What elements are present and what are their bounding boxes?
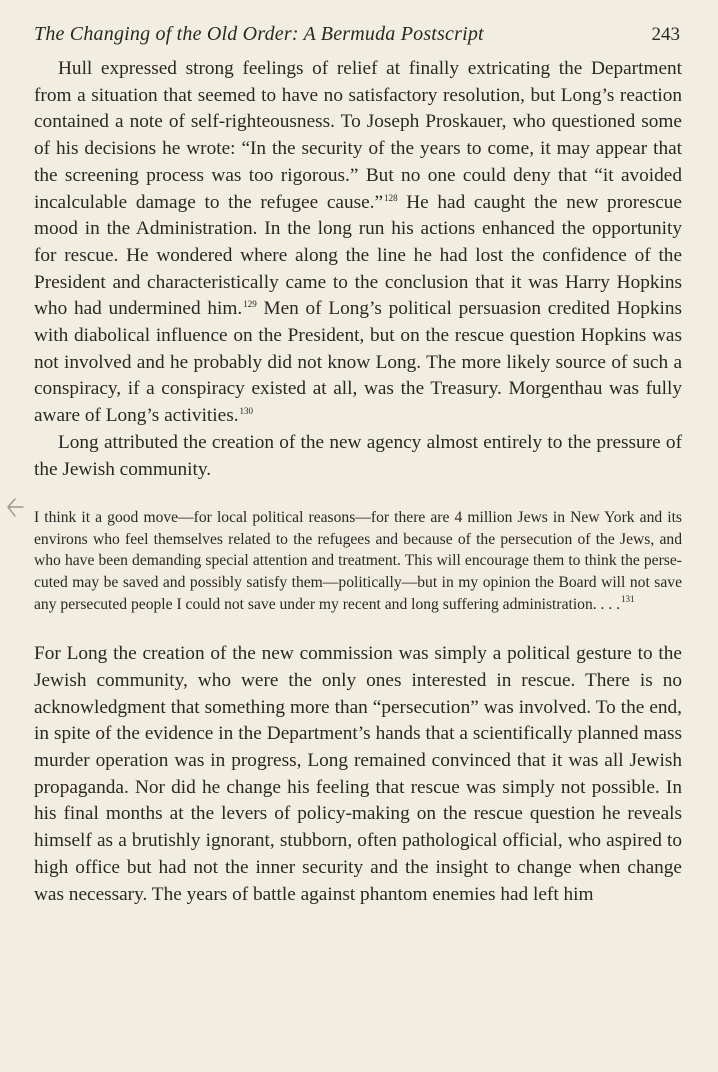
running-head-title: The Changing of the Old Order: A Bermuda Postscript <box>34 23 484 45</box>
footnote-ref-128: 128 <box>384 192 398 203</box>
paragraph-closing <box>34 641 682 908</box>
paragraph-text: For Long the creation of the new commission was simply a political gesture to the Jewish community, who were the only ones interested in rescue. There is no acknowledgment that something more than “persecution” was involved. To the end, in spite of the evidence in the Department’s hands that a scientifically planned mass murder operation was in progress, Long remained convinced that it was all Jewish propaganda. Nor did he change his feeling that rescue was simply not possible. In his final months at the levers of policy-making on the rescue question he reveals himself as a brutishly ignorant, stubborn, often pathological official, who aspired to high office but had not the inner security and the insight to change when change was necessary. The years of battle against phantom enemies had left him <box>34 643 682 905</box>
paragraph-hull-long <box>34 56 682 430</box>
page-number: 243 <box>651 24 680 45</box>
block-quotation <box>34 507 682 615</box>
footnote-ref-130: 130 <box>239 406 254 417</box>
pencil-arrow-mark <box>4 494 26 520</box>
paragraph-text: Hull expressed strong feelings of relief at finally extricating the Department from a situation that seemed to have no satisfactory resolution, but Long’s reaction contained a note of self-righteousness. To Joseph Proskauer, who questioned some of his decisions he wrote: “In the security of the years to come, it may appear that the screening process was too rigorous.” But no one could deny that “it avoided incalculable damage to the refugee cause.” <box>34 58 682 213</box>
paragraph-long-attributed <box>34 430 682 483</box>
paragraph-text: He had caught the new prorescue mood in the Administration. In the long run his actions enhanced the opportunity for rescue. He wondered where along the line he had lost the confidence of the President and characteristically came to the conclusion that it was Harry Hopkins who had undermined him. <box>34 191 682 320</box>
paragraph-text: Long attributed the creation of the new agency almost entirely to the pressure of the Jewish community. <box>34 431 682 480</box>
paragraph-text: Men of Long’s political persuasion credited Hopkins with diabolical influence on the President, but on the rescue question Hopkins was not involved and he probably did not know Long. The more likely source of such a conspiracy, if a conspiracy existed at all, was the Treasury. Morgenthau was fully aware of Long’s activities. <box>34 298 682 427</box>
running-head <box>34 20 682 52</box>
footnote-ref-129: 129 <box>243 299 257 310</box>
body-text <box>34 56 682 908</box>
footnote-ref-131: 131 <box>621 593 635 604</box>
quotation-text: I think it a good move—for local political reasons—for there are 4 million Jews in New York and its environs who feel themselves related to the refugees and because of the persecution of the Jews, and who have been demanding special attention and treatment. This will encourage them to think the persecuted may be saved and possibly satisfy them—politically—but in my opinion the Board will not save any persecuted people I could not save under my recent and long suffering administration. . . . <box>34 509 682 613</box>
